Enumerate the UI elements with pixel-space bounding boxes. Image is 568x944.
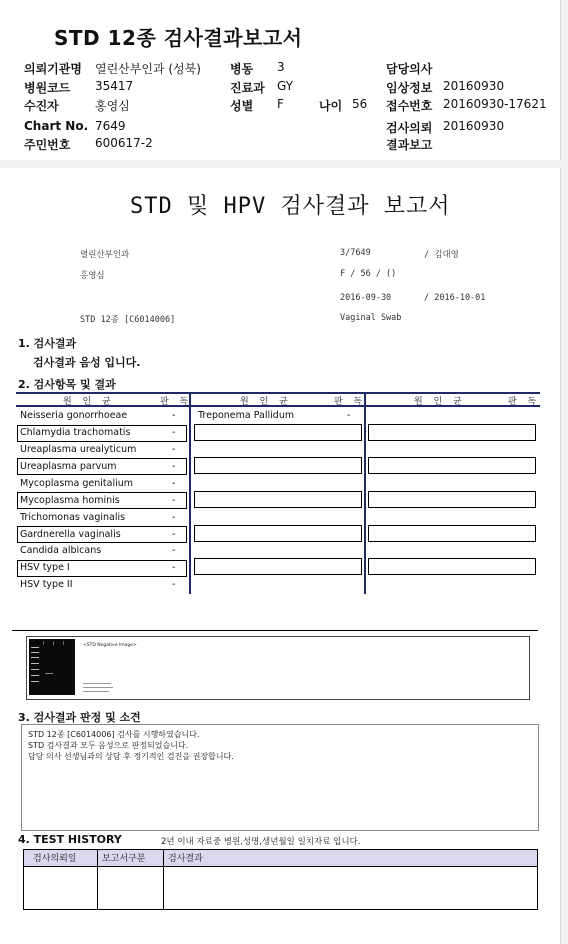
result-value: - — [172, 427, 176, 438]
opinion-line: STD 검사결과 모두 음성으로 판정되었습니다. — [28, 741, 189, 750]
receipt-value: 20160930-17621 — [443, 97, 547, 111]
empty-row-box — [194, 558, 362, 575]
gel-image — [29, 639, 75, 695]
empty-row-box — [194, 491, 362, 508]
result-name: Mycoplasma genitalium — [20, 478, 134, 489]
sex-label: 성별 — [230, 99, 254, 113]
info-test-code: STD 12종 [C6014006] — [80, 315, 176, 325]
info-date1: 2016-09-30 — [340, 293, 392, 303]
col2-judge-header: 판 독 — [334, 397, 367, 407]
result-name: Chlamydia trachomatis — [20, 427, 131, 438]
age-value: 56 — [352, 97, 368, 111]
empty-row-box — [194, 457, 362, 474]
chart-label: Chart No. — [24, 119, 89, 133]
result-value: - — [172, 562, 176, 573]
institution-value: 열린산부인과 (성북) — [95, 62, 201, 76]
empty-row-box — [368, 457, 536, 474]
empty-row-box — [368, 525, 536, 542]
col1-header: 원 인 균 — [63, 397, 115, 407]
request-label: 검사의뢰 — [386, 121, 433, 135]
id-label: 주민번호 — [24, 138, 71, 152]
col3-judge-header: 판 독 — [508, 397, 541, 407]
result-name: HSV type I — [20, 562, 70, 573]
result-value: - — [172, 512, 176, 523]
opinion-box — [21, 724, 539, 831]
result-value: - — [347, 410, 351, 421]
ward-value: 3 — [277, 60, 285, 74]
history-divider — [163, 849, 164, 909]
gel-legend-line — [83, 683, 111, 684]
report-title: STD 및 HPV 검사결과 보고서 — [130, 194, 451, 219]
dept-value: GY — [277, 79, 294, 93]
chart-value: 7649 — [95, 119, 126, 133]
history-note: 2년 이내 자료중 병원,성명,생년월일 일치자료 입니다. — [161, 837, 361, 847]
gel-legend-line — [83, 691, 109, 692]
dept-label: 진료과 — [230, 81, 265, 95]
result-name: Trichomonas vaginalis — [20, 512, 126, 523]
section1-title: 1. 검사결과 — [18, 337, 77, 350]
info-clinic: 열린산부인과 — [80, 250, 130, 260]
opinion-line: STD 12종 [C6014006] 검사를 시행하였습니다. — [28, 730, 200, 739]
sex-value: F — [277, 97, 284, 111]
result-name: Neisseria gonorrhoeae — [20, 410, 128, 421]
age-label: 나이 — [319, 99, 343, 113]
clinical-label: 임상정보 — [386, 81, 433, 95]
result-name: Gardnerella vaginalis — [20, 529, 121, 540]
header-sheet — [0, 0, 561, 160]
col3-header: 원 인 균 — [414, 397, 466, 407]
info-date2: / 2016-10-01 — [424, 293, 486, 303]
result-value: - — [172, 410, 176, 421]
gel-top-rule — [12, 630, 538, 631]
section3-title: 3. 검사결과 판정 및 소견 — [18, 711, 141, 724]
result-value: - — [172, 545, 176, 556]
empty-row-box — [368, 558, 536, 575]
result-name: HSV type II — [20, 579, 73, 590]
result-name: Mycoplasma hominis — [20, 495, 120, 506]
doctor-label: 담당의사 — [386, 62, 433, 76]
result-name: Treponema Pallidum — [198, 410, 295, 421]
history-col-type: 보고서구분 — [102, 854, 146, 864]
clinical-value: 20160930 — [443, 79, 505, 93]
section4-title: 4. TEST HISTORY — [18, 833, 122, 846]
empty-row-box — [194, 525, 362, 542]
info-patient: 홍영심 — [80, 271, 105, 281]
result-value: - — [172, 444, 176, 455]
history-col-date: 검사의뢰일 — [33, 854, 77, 864]
info-sex-age: F / 56 / () — [340, 269, 397, 279]
patient-value: 홍영심 — [95, 99, 130, 113]
info-ward-chart: 3/7649 — [340, 248, 371, 258]
history-divider — [97, 849, 98, 909]
empty-row-box — [368, 424, 536, 441]
result-name: Ureaplasma parvum — [20, 461, 117, 472]
result-value: - — [172, 461, 176, 472]
institution-label: 의뢰기관명 — [24, 62, 82, 76]
hospital-code-value: 35417 — [95, 79, 134, 93]
ward-label: 병동 — [230, 62, 254, 76]
request-value: 20160930 — [443, 119, 505, 133]
section1-text: 검사결과 음성 입니다. — [33, 356, 141, 369]
result-name: Candida albicans — [20, 545, 102, 556]
gel-caption: <STD Negative Image> — [83, 643, 137, 648]
info-doctor: / 김대영 — [424, 250, 459, 260]
result-value: - — [172, 579, 176, 590]
gel-legend-line — [83, 687, 113, 688]
report-header-title: STD 12종 검사결과보고서 — [54, 26, 303, 50]
hospital-code-label: 병원코드 — [24, 81, 71, 95]
opinion-line: 담당 의사 선생님과의 상담 후 정기적인 검진을 권장합니다. — [28, 752, 234, 761]
empty-row-box — [194, 424, 362, 441]
info-specimen: Vaginal Swab — [340, 313, 402, 323]
empty-row-box — [368, 491, 536, 508]
section2-title: 2. 검사항목 및 결과 — [18, 378, 116, 391]
report-label: 결과보고 — [386, 138, 433, 152]
table-divider-2 — [364, 392, 366, 594]
id-value: 600617-2 — [95, 136, 153, 150]
gel-panel — [26, 636, 530, 700]
result-value: - — [172, 495, 176, 506]
report-sheet — [0, 168, 561, 944]
result-name: Ureaplasma urealyticum — [20, 444, 137, 455]
result-value: - — [172, 478, 176, 489]
history-body — [23, 865, 538, 910]
table-divider-1 — [189, 392, 191, 594]
result-value: - — [172, 529, 176, 540]
receipt-label: 접수번호 — [386, 99, 433, 113]
patient-label: 수진자 — [24, 99, 59, 113]
col1-judge-header: 판 독 — [160, 397, 193, 407]
col2-header: 원 인 균 — [240, 397, 292, 407]
history-col-result: 검사결과 — [168, 854, 203, 864]
